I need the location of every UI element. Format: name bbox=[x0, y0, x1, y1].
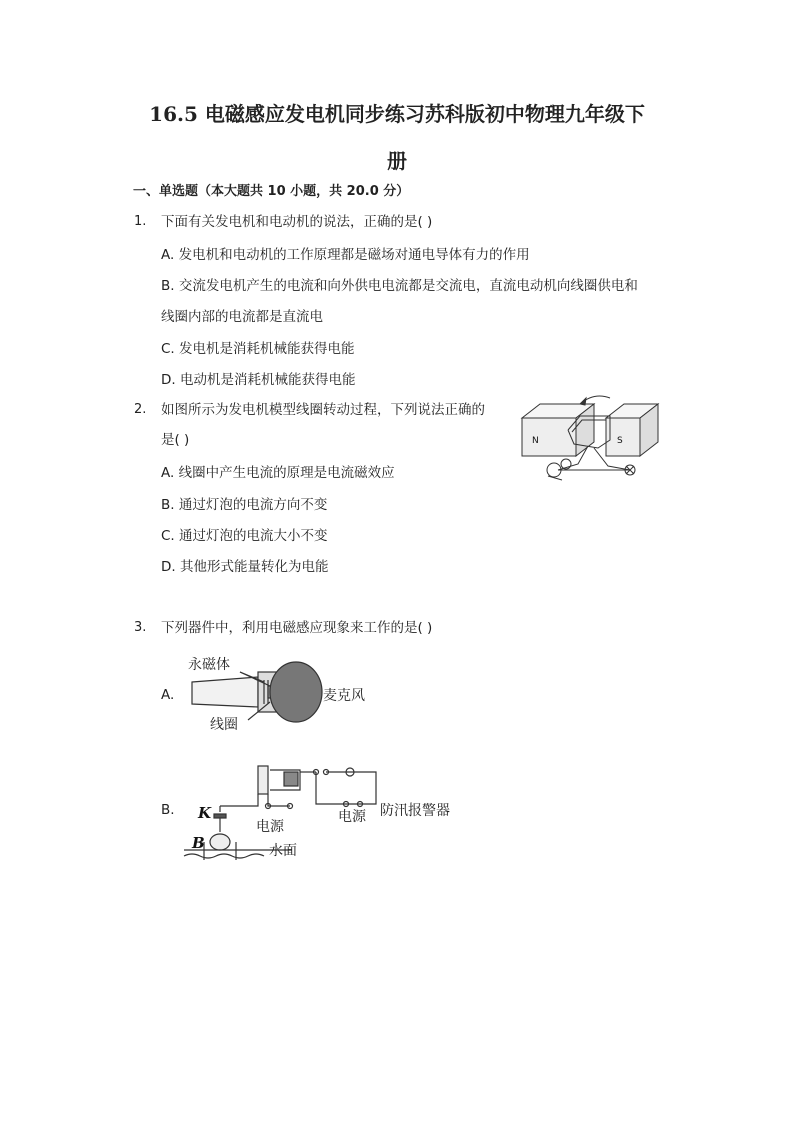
float-b-label: B bbox=[192, 834, 205, 852]
option-a: A. 发电机和电动机的工作原理都是磁场对通电导体有力的作用 bbox=[161, 247, 530, 263]
question-stem: 下面有关发电机和电动机的说法，正确的是( ) bbox=[161, 214, 433, 230]
generator-figure bbox=[518, 388, 663, 488]
switch-k-label: K bbox=[198, 804, 212, 822]
option-c: C. 通过灯泡的电流大小不变 bbox=[161, 528, 328, 544]
microphone-label: 麦克风 bbox=[323, 688, 365, 704]
option-b: B. 交流发电机产生的电流和向外供电电流都是交流电，直流电动机向线圈供电和 bbox=[161, 278, 638, 294]
permanent-magnet-label: 永磁体 bbox=[188, 657, 230, 673]
section-heading: 一、单选题（本大题共 10 小题，共 20.0 分） bbox=[133, 184, 410, 199]
magnet-south-label: S bbox=[617, 436, 623, 446]
question-number: 2. bbox=[134, 402, 147, 417]
option-d: D. 其他形式能量转化为电能 bbox=[161, 559, 329, 575]
question-number: 1. bbox=[134, 214, 147, 229]
page-title-continued: 册 bbox=[387, 149, 407, 173]
option-b: B. 通过灯泡的电流方向不变 bbox=[161, 497, 328, 513]
question-number: 3. bbox=[134, 620, 147, 635]
page-title: 16.5 电磁感应发电机同步练习苏科版初中物理九年级下 bbox=[149, 102, 645, 126]
coil-label: 线圈 bbox=[210, 717, 238, 733]
option-a-letter: A. bbox=[161, 687, 175, 703]
question-stem: 如图所示为发电机模型线圈转动过程，下列说法正确的 bbox=[161, 402, 485, 418]
option-d: D. 电动机是消耗机械能获得电能 bbox=[161, 372, 356, 388]
option-a: A. 线圈中产生电流的原理是电流磁效应 bbox=[161, 465, 395, 481]
option-c: C. 发电机是消耗机械能获得电能 bbox=[161, 341, 355, 357]
question-stem-continued: 是( ) bbox=[161, 432, 190, 448]
power-source-label: 电源 bbox=[338, 809, 366, 825]
question-stem: 下列器件中，利用电磁感应现象来工作的是( ) bbox=[161, 620, 433, 636]
option-b-continued: 线圈内部的电流都是直流电 bbox=[161, 309, 323, 325]
option-b-letter: B. bbox=[161, 802, 175, 818]
water-surface-label: 水面 bbox=[269, 843, 297, 859]
flood-alarm-label: 防汛报警器 bbox=[380, 803, 450, 819]
power-source-label: 电源 bbox=[256, 819, 284, 835]
magnet-north-label: N bbox=[532, 436, 539, 446]
